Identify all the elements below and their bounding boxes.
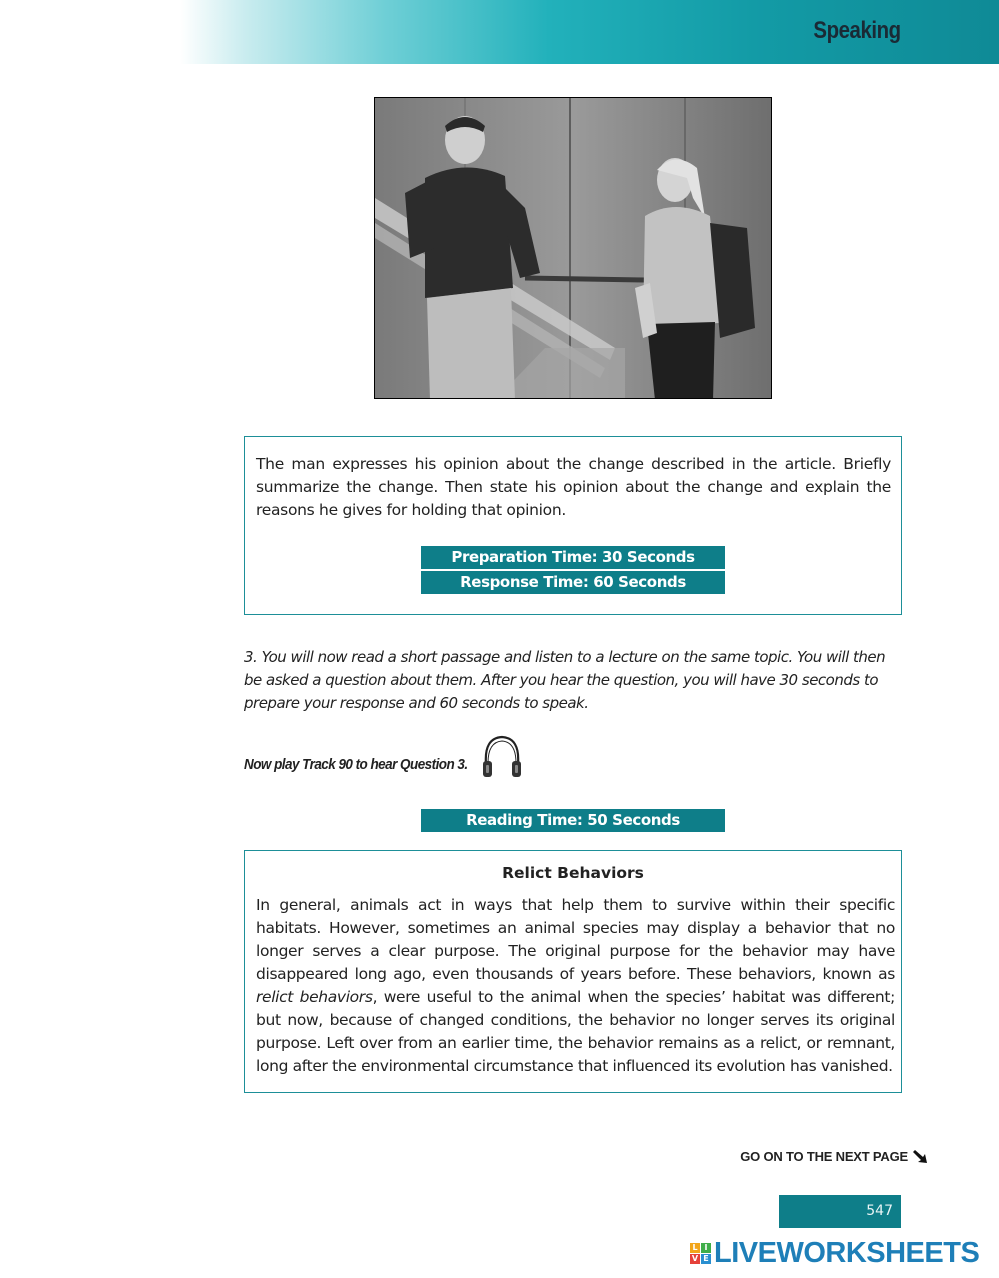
liveworksheets-logo	[690, 1237, 979, 1270]
arrow-down-right-icon	[912, 1150, 928, 1164]
photo-illustration	[375, 98, 772, 399]
passage-italic-term: relict behaviors	[256, 988, 373, 1006]
passage-box	[244, 850, 902, 1093]
conversation-photo	[374, 97, 772, 399]
page-number-box	[779, 1195, 901, 1228]
play-track-instruction: Now play Track 90 to hear Question 3.	[244, 756, 468, 773]
prompt-box	[244, 436, 902, 615]
question-3-instructions: 3. You will now read a short passage and listen to a lecture on the same topic. You will then be asked a question about them. After you hear the question, you will have 30 seconds to prepare your response and 60 seconds to speak.	[244, 648, 886, 712]
headphones-icon	[480, 732, 524, 780]
next-page-label: GO ON TO THE NEXT PAGE	[740, 1149, 908, 1164]
passage-text	[256, 894, 895, 1078]
header-band	[180, 0, 999, 64]
section-title: Speaking	[813, 17, 901, 44]
logo-letter-l: L	[690, 1243, 700, 1253]
logo-letter-e: E	[701, 1254, 711, 1264]
passage-text-start: In general, animals act in ways that help them to survive within their specific habitats. However, sometimes an animal species may display a behavior that no longer serves a clear purpose. The original purpose for the behavior may have disappeared long ago, even thousands of years before. These behaviors, known as	[256, 896, 895, 983]
passage-title: Relict Behaviors	[502, 864, 644, 882]
logo-brand-text: LIVEWORKSHEETS	[714, 1237, 980, 1269]
next-page-link[interactable]	[740, 1149, 928, 1164]
logo-letter-i: I	[701, 1243, 711, 1253]
logo-letter-v: V	[691, 1254, 699, 1263]
logo-squares	[690, 1243, 711, 1264]
response-time-bar: Response Time: 60 Seconds	[421, 571, 725, 594]
reading-time-bar: Reading Time: 50 Seconds	[421, 809, 725, 832]
page-number: 547	[866, 1203, 893, 1219]
passage-text-end: , were useful to the animal when the species’ habitat was different; but now, because of changed conditions, the behavior no longer serves its original purpose. Left over from an earlier time, the behavior remains as a relict, or remnant, long after the environmental circumstance that influenced its evolution has vanished.	[256, 988, 895, 1075]
preparation-time-bar: Preparation Time: 30 Seconds	[421, 546, 725, 569]
prompt-text: The man expresses his opinion about the change described in the article. Briefly summarize the change. Then state his opinion about the change and explain the reasons he gives for holding that opinion.	[256, 455, 891, 519]
